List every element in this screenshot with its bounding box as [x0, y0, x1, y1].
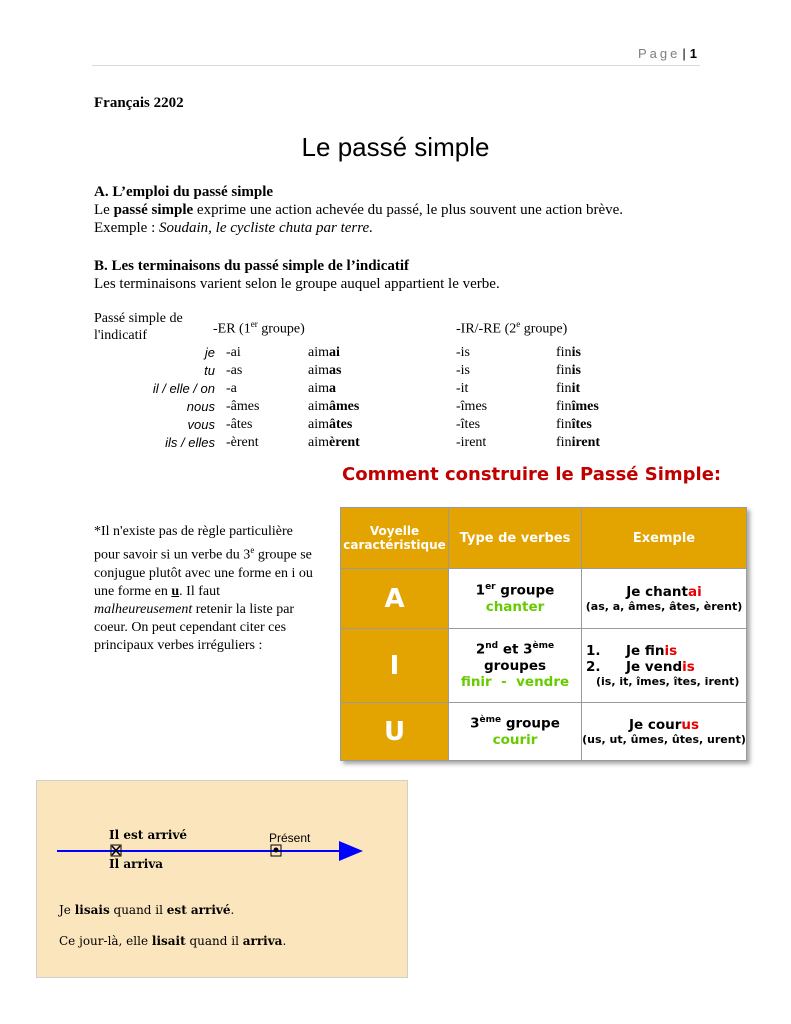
ir-ending: -irent: [456, 435, 487, 450]
header-vowel: Voyelle caractéristique: [341, 508, 449, 569]
header-type: Type de verbes: [449, 508, 582, 569]
section-a-heading: A. L’emploi du passé simple: [94, 184, 274, 200]
pronoun: ils / elles: [165, 435, 215, 450]
er-example: aimas: [308, 363, 342, 378]
example-i: 1. Je finis 2. Je vendis (is, it, îmes, îtes, irent): [582, 629, 747, 703]
label-il-est-arrive: Il est arrivé: [109, 828, 188, 842]
type-third-group: 3ème groupe courir: [449, 703, 582, 761]
er-group-header: -ER (1er groupe): [213, 319, 305, 337]
pronoun: il / elle / on: [152, 381, 215, 396]
vowel-i: I: [341, 629, 449, 703]
label-il-arriva: Il arriva: [109, 857, 164, 871]
ir-ending: -îtes: [456, 417, 481, 432]
er-ending: -âmes: [226, 399, 260, 414]
section-a-line: Le passé simple exprime une action achevée du passé, le plus souvent une action brève.: [94, 202, 624, 218]
sentence-1: Je lisais quand il est arrivé.: [59, 903, 235, 917]
pronoun: nous: [186, 399, 215, 414]
pronoun: vous: [187, 417, 215, 432]
er-example: aima: [308, 381, 336, 396]
section-b-line: Les terminaisons varient selon le groupe auquel appartient le verbe.: [94, 276, 500, 292]
er-example: aimèrent: [308, 435, 360, 450]
header-example: Exemple: [582, 508, 747, 569]
page-number-header: Page | 1: [638, 46, 697, 61]
page-label: Page: [638, 46, 681, 61]
section-a-example: Exemple : Soudain, le cycliste chuta par terre.: [94, 220, 373, 236]
er-ending: -ai: [226, 345, 241, 360]
example-a: Je chantai (as, a, âmes, âtes, èrent): [582, 569, 747, 629]
conjugation-corner-label: Passé simple de l'indicatif: [94, 311, 183, 343]
er-ending: -âtes: [226, 417, 253, 432]
er-ending: -a: [226, 381, 237, 396]
label-present: Présent: [269, 831, 311, 845]
irregular-note: *Il n'existe pas de règle particulière pour savoir si un verbe du 3e groupe se conjugue plutôt avec une forme en i ou une forme en u. Il faut malheureusement retenir la liste par coeur. On peut cependant citer ces principaux verbes irréguliers :: [94, 524, 313, 653]
ir-example: finirent: [556, 435, 601, 450]
ir-ending: -is: [456, 363, 470, 378]
ir-ending: -is: [456, 345, 470, 360]
section-a: [94, 183, 623, 237]
verb-chanter: chanter: [485, 598, 545, 615]
type-first-group: 1er groupe chanter: [449, 569, 582, 629]
header-divider: [92, 65, 700, 66]
page-number: 1: [689, 46, 697, 61]
ir-example: finîmes: [556, 399, 599, 414]
section-b-heading: B. Les terminaisons du passé simple de l’indicatif: [94, 258, 410, 274]
er-example: aimai: [308, 345, 340, 360]
ir-example: finis: [556, 363, 581, 378]
section-b: [94, 257, 500, 293]
pronoun: je: [204, 345, 215, 360]
pronoun: tu: [204, 363, 215, 378]
er-example: aimâmes: [308, 399, 360, 414]
verb-courir: courir: [492, 731, 538, 748]
sentence-2: Ce jour-là, elle lisait quand il arriva.: [59, 934, 287, 948]
ir-ending: -îmes: [456, 399, 488, 414]
timeline-box: [36, 780, 408, 978]
vowel-u: U: [341, 703, 449, 761]
vowel-a: A: [341, 569, 449, 629]
course-label: Français 2202: [94, 95, 184, 111]
example-u: Je courus (us, ut, ûmes, ûtes, urent): [582, 703, 747, 761]
ir-example: finis: [556, 345, 581, 360]
ir-ending: -it: [456, 381, 469, 396]
er-example: aimâtes: [308, 417, 353, 432]
ir-example: finîtes: [556, 417, 592, 432]
page-title: Le passé simple: [301, 132, 490, 162]
construction-table: [340, 507, 747, 761]
type-second-third-group: 2nd et 3ème groupes finir - vendre: [449, 629, 582, 703]
ir-example: finit: [556, 381, 581, 396]
verb-finir-vendre: finir - vendre: [460, 673, 570, 690]
er-ending: -as: [226, 363, 243, 378]
ir-group-header: -IR/-RE (2e groupe): [456, 319, 568, 337]
construction-title: Comment construire le Passé Simple:: [342, 464, 722, 485]
er-ending: -èrent: [226, 435, 259, 450]
